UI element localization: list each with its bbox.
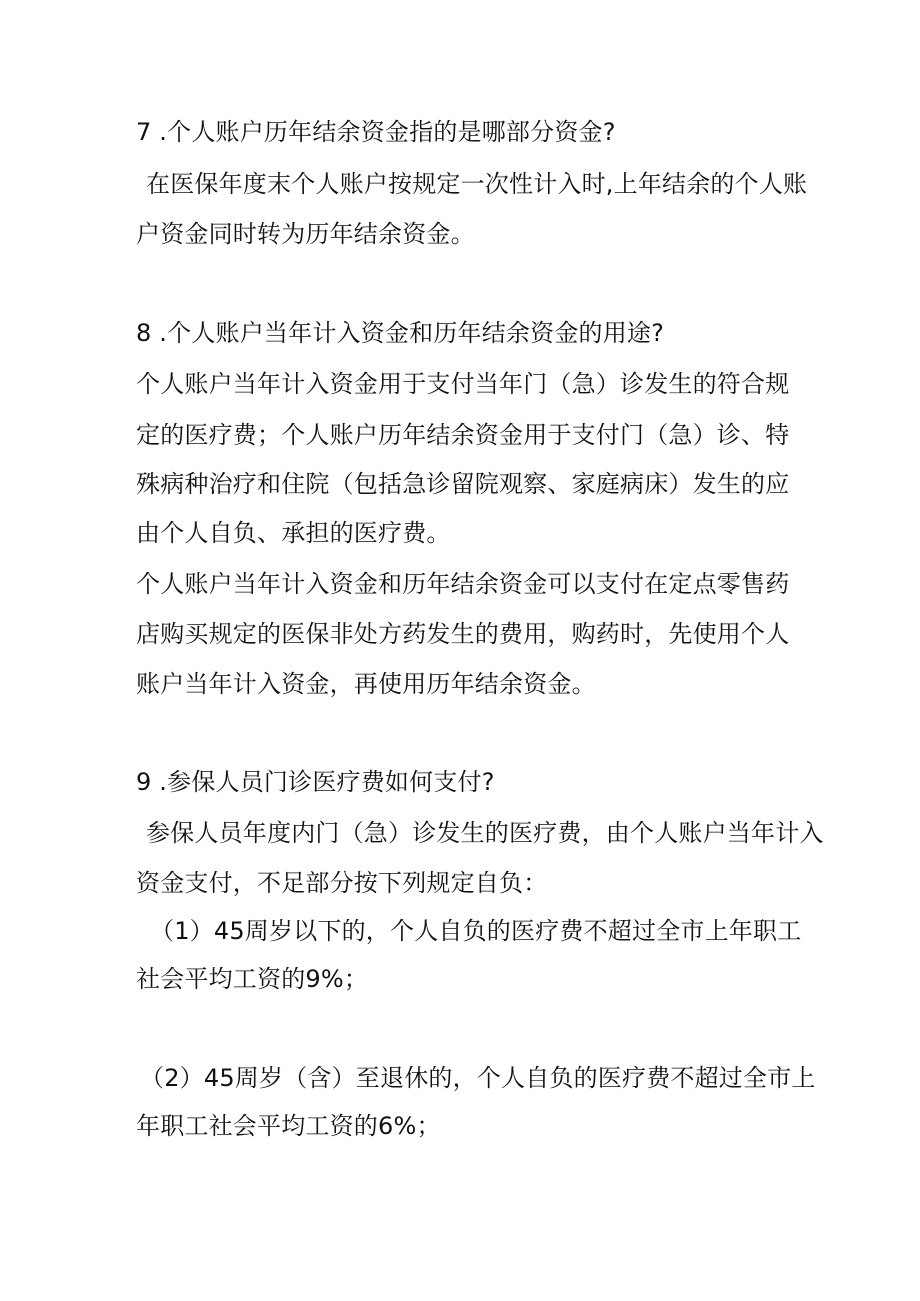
section-8-line-2: 定的医疗费；个人账户历年结余资金用于支付门（急）诊、特 (136, 421, 790, 449)
section-8-line-4: 由个人自负、承担的医疗费。 (136, 519, 451, 547)
section-9-item-2-line-2: 年职工社会平均工资的6%； (136, 1112, 441, 1140)
section-8-heading: 8 .个人账户当年计入资金和历年结余资金的用途? (136, 319, 665, 347)
section-8-line-5: 个人账户当年计入资金和历年结余资金可以支付在定点零售药 (136, 570, 790, 598)
section-7-heading: 7 .个人账户历年结余资金指的是哪部分资金? (136, 118, 616, 146)
section-8-line-7: 账户当年计入资金，再使用历年结余资金。 (136, 670, 596, 698)
section-8-line-3: 殊病种治疗和住院（包括急诊留院观察、家庭病床）发生的应 (136, 470, 790, 498)
section-9-item-1-line-2: 社会平均工资的9%； (136, 965, 369, 993)
section-8-line-1: 个人账户当年计入资金用于支付当年门（急）诊发生的符合规 (136, 370, 790, 398)
section-9-item-1-line-1: （1）45周岁以下的，个人自负的医疗费不超过全市上年职工 (150, 917, 802, 945)
section-9-heading: 9 .参保人员门诊医疗费如何支付? (136, 768, 495, 796)
section-7-line-2: 户资金同时转为历年结余资金。 (136, 220, 475, 248)
section-9-item-2-line-1: （2）45周岁（含）至退休的，个人自负的医疗费不超过全市上 (140, 1064, 816, 1092)
section-9-line-1: 参保人员年度内门（急）诊发生的医疗费，由个人账户当年计入 (146, 819, 824, 847)
section-7-line-1: 在医保年度末个人账户按规定一次性计入时,上年结余的个人账 (146, 170, 808, 198)
section-9-line-2: 资金支付，不足部分按下列规定自负： (136, 869, 548, 897)
section-8-line-6: 店购买规定的医保非处方药发生的费用，购药时，先使用个人 (136, 620, 790, 648)
